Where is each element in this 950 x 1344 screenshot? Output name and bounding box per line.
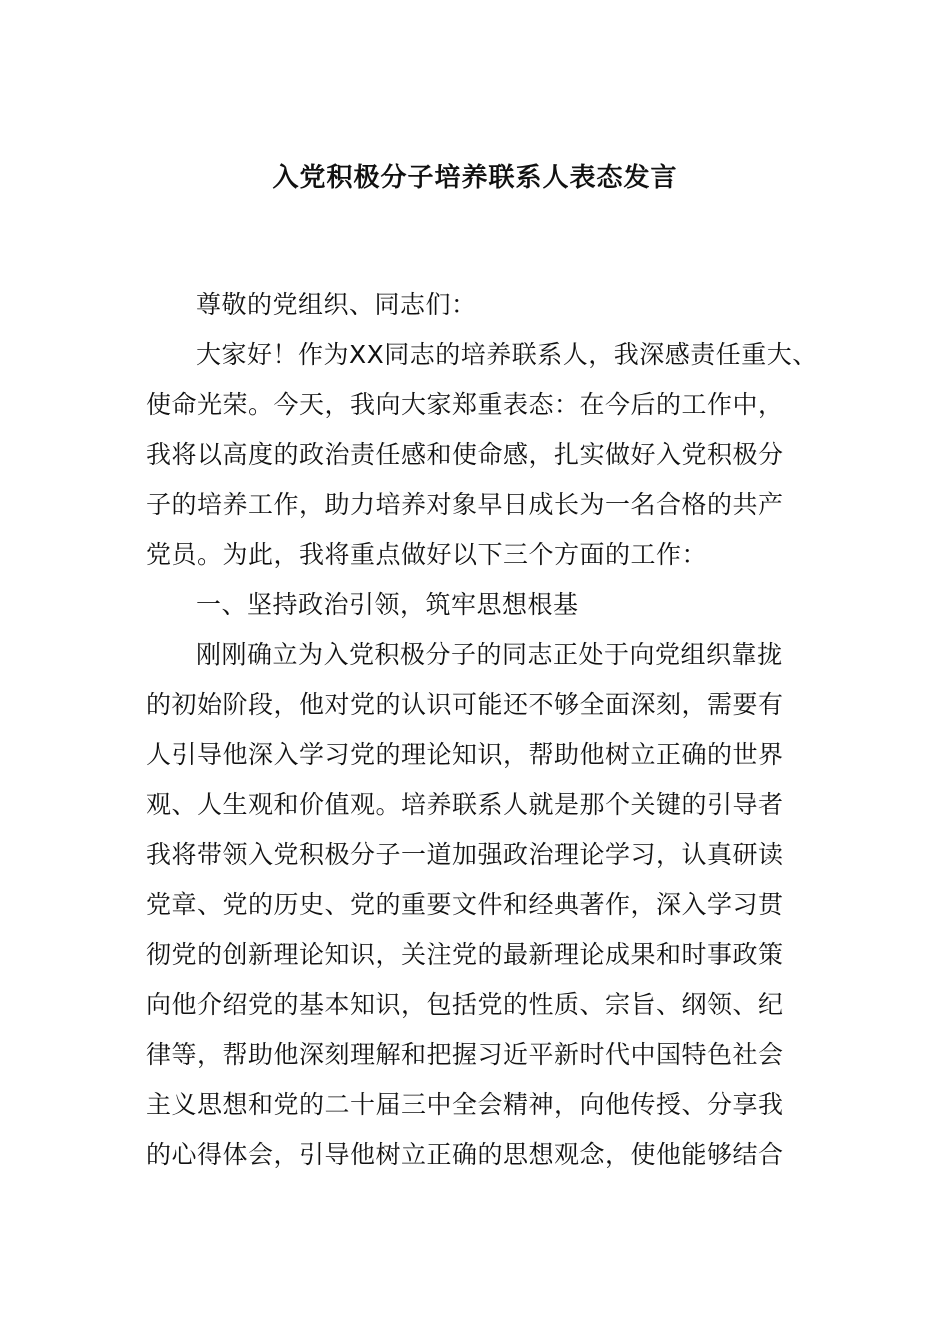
text-line-16: 律等，帮助他深刻理解和把握习近平新时代中国特色社会 — [146, 1040, 784, 1069]
text-line-5: 子的培养工作，助力培养对象早日成长为一名合格的共产 — [146, 490, 784, 519]
document-title: 入党积极分子培养联系人表态发言 — [272, 163, 678, 193]
text-line-8: 刚刚确立为入党积极分子的同志正处于向党组织靠拢 — [196, 640, 783, 669]
text-line-12: 我将带领入党积极分子一道加强政治理论学习，认真研读 — [146, 840, 784, 869]
text-line-1: 尊敬的党组织、同志们： — [196, 290, 477, 319]
text-line-2: 大家好！作为XX同志的培养联系人，我深感责任重大、 — [196, 340, 818, 369]
text-line-4: 我将以高度的政治责任感和使命感，扎实做好入党积极分 — [146, 440, 784, 469]
text-line-13: 党章、党的历史、党的重要文件和经典著作，深入学习贯 — [146, 890, 784, 919]
text-line-6: 党员。为此，我将重点做好以下三个方面的工作： — [146, 540, 708, 569]
text-line-15: 向他介绍党的基本知识，包括党的性质、宗旨、纲领、纪 — [146, 990, 784, 1019]
document-body — [146, 280, 818, 1180]
section-heading-1: 一、坚持政治引领，筑牢思想根基 — [196, 590, 579, 619]
text-line-14: 彻党的创新理论知识，关注党的最新理论成果和时事政策 — [146, 940, 784, 969]
text-line-17: 主义思想和党的二十届三中全会精神，向他传授、分享我 — [146, 1090, 784, 1119]
text-line-18: 的心得体会，引导他树立正确的思想观念，使他能够结合 — [146, 1140, 784, 1169]
text-line-3: 使命光荣。今天，我向大家郑重表态：在今后的工作中， — [146, 390, 784, 419]
text-line-9: 的初始阶段，他对党的认识可能还不够全面深刻，需要有 — [146, 690, 784, 719]
text-line-11: 观、人生观和价值观。培养联系人就是那个关键的引导者 — [146, 790, 784, 819]
text-line-10: 人引导他深入学习党的理论知识，帮助他树立正确的世界 — [146, 740, 784, 769]
